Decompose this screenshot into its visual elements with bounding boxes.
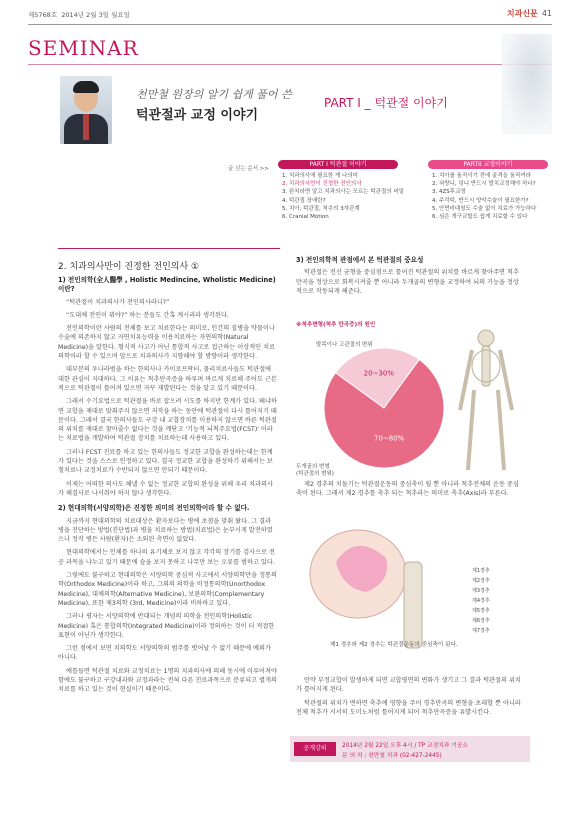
figure2-caption: 제1 경추와 제2 경추는 턱관절운동의 중심축이 된다. xyxy=(330,642,458,648)
subheading: 2) 현대의학(서양의학)은 진정한 의미의 전인의학이라 할 수 없다. xyxy=(58,504,250,513)
article-section-title: 2. 치과의사만이 진정한 전인의사 ① xyxy=(58,262,200,272)
pie-category-label: 발목이나 고관절의 변위 xyxy=(316,342,373,348)
paragraph: 만약 부정교합이 발생하게 되면 교합평면의 변화가 생기고 그 결과 턱관절의 위치가 틀어지게 된다. xyxy=(296,677,521,694)
lecture-time: 2014년 2월 22일 오후 4시 / TP 교정치과 기공소 xyxy=(342,743,469,749)
paragraph: 전인의학이란 사람의 전체를 보고 치료한다는 의미로, 인간의 질병을 약물이나 수술에 의존하지 않고 자연치유능력을 이용치료하는 자연의학(Natural Medicine)을 말한다. 형식적 사고가 아닌 통합적 사고로 접근하는 이상적인 치료의학이라 할 수 있으며 앞으로 치과의사가 지향해야 할 방향이라 생각한다. xyxy=(58,325,276,361)
section-rule xyxy=(28,64,552,65)
subheading: 3) 전인의학적 관점에서 본 턱관절의 중요성 xyxy=(296,256,424,264)
lecture-notice xyxy=(290,736,530,762)
pie-data-label: 70~80% xyxy=(373,434,405,443)
toc-item: 6. Cranial Motion xyxy=(282,214,329,221)
hero-tagline: 천만철 원장의 알기 쉽게 풀어 쓴 xyxy=(136,88,292,101)
article-right-column-3 xyxy=(296,676,522,721)
article-rule xyxy=(58,248,280,249)
hero xyxy=(28,74,552,154)
toc-part2-list xyxy=(432,172,548,221)
lecture-label: 공개강의 xyxy=(294,742,336,756)
pie-category-label: (턱관절의 변위) xyxy=(296,471,334,477)
paragraph: 이제는 어떠한 의사도 해낼 수 없는 정교한 교합의 완성을 위해 우리 치과의사가 해결사로 나서줘야 하지 않나 생각한다. xyxy=(58,480,273,497)
vertebra-label: 제4경추 xyxy=(472,598,490,604)
paragraph: 제2 경추의 치돌기는 턱관절운동의 중심축이 될 뿐 아니라 척추전체의 운동 중심축이 된다. 그래서 제2 경추를 축추 되는 척추라는 의미로 축추(Axis)라 부른다. xyxy=(296,481,519,498)
toc-item: 3. 4ZS후교정 xyxy=(432,189,466,196)
paragraph: 턱관절의 위치가 변하면 축추에 영향을 주어 경추만곡의 변형을 초래할 뿐 아니라 전체 척추가 서서히 도미노처럼 틀어지게 되어 척추만곡증을 유발시킨다. xyxy=(296,699,521,716)
paper-page: 치과신문 41 xyxy=(506,9,552,18)
toc-part2-title: PARTII 교정이야기 xyxy=(428,160,548,169)
toc-item: 5. 치아, 턱관절, 척추의 3자관계 xyxy=(282,205,360,212)
issue-date: 제5768호 2014년 2월 3일 월요일 xyxy=(28,11,130,19)
vertebra-label: 제1경추 xyxy=(472,568,490,574)
figure-spine-causes xyxy=(296,320,526,480)
toc-lead: 글 싣는 순서 >> xyxy=(228,166,270,172)
toc-item: 1. 치과의사에 필요한 게 나의미 xyxy=(282,173,358,179)
article-right-column-2 xyxy=(296,480,522,503)
paragraph: 그런 점에서 보면 치의학도 서양의학의 범주를 벗어날 수 없기 때문에 예외가 아니다. xyxy=(58,645,271,662)
paragraph: 대부분의 우나라범을 하는 한의사나 카이로프락터, 물리치료사들도 턱관절에 대한 관심이 지대하다. 그 이유는 척추만곡증을 하루며 바르게 치료해 주어도 근본적으로 턱관절이 틀어져 있으면 자꾸 재발된다는 것을 알고 있기 때문이다. xyxy=(58,366,277,392)
pie-category-label: 두개골의 변형 xyxy=(296,464,330,470)
vertebra-labels xyxy=(472,566,490,636)
toc-item: 1. 치아를 움직이기 전에 골격을 움직여라 xyxy=(432,173,531,179)
vertebra-label: 제6경추 xyxy=(472,618,490,624)
toc-item: 3. 완치라면 알고 치과의사는 모르는 턱관절의 비밀 xyxy=(282,189,404,196)
figure1-title: ※척추변형(척추 만곡증)의 원인 xyxy=(296,322,376,328)
paragraph: 그래서 수기요법으로 턱관절을 바로 잡으려 시도를 하지만 한계가 있다. 왜냐하면 교합을 제대로 맞춰주지 않으면 저작을 하는 동안에 턱관절이 다시 틀어지기 때문이다. 그래서 결국 한의사들도 구강 내 교합장치를 이용하지 않으면 바른 턱관절의 위치를 재대로 찾아줄수 없다는 것을 깨닫고 '기능적 뇌척주요법(FCST)' 이라는 치료법을 개발하여 턱관절 장치를 치료하는데 사용하고 있다. xyxy=(58,398,277,443)
article-right-column xyxy=(296,250,522,300)
paragraph: 예를들면 턱관절 치료와 교정치료는 1명의 치과의사에 의해 동시에 이루어져야함에도 불구하고 구강내과와 교정과라는 전혀 다른 진료과목으로 분류되고 별개의 치료를 하고 있는 것이 현실이기 때문이다. xyxy=(58,667,277,694)
toc-part1-title: PART I 턱관절 이야기 xyxy=(278,160,398,169)
vertebra-label: 제2경추 xyxy=(472,578,490,584)
toc-part1 xyxy=(278,160,404,221)
toc-item: 4. 주걱턱, 반드시 양악수술이 필요한가? xyxy=(432,197,529,204)
paragraph: 지금까지 현대의학의 치료대상은 환자보다는 병에 초점을 맞춰 왔다. 그 결과 병을 진단하는 방법(진단법)과 병을 치료하는 방법(치료법)은 눈부시게 발전하였으나 정작 병든 사람(환자)은 소외된 측면이 없었다. xyxy=(58,517,273,544)
toc-part1-list xyxy=(282,172,404,221)
author-photo xyxy=(60,76,112,144)
paragraph: “턱관절이 치과의사가 전인의사라니?” xyxy=(66,298,170,306)
paragraph: “도대체 전인이 뭐야?” 하는 분들도 간혹 계시리라 생각된다. xyxy=(66,311,229,319)
toc-item: 2. 치과의사만이 진정한 전인의사 xyxy=(282,181,362,188)
article-left-column xyxy=(58,270,278,699)
paragraph: 현대의학에서는 인체를 하나의 유기체로 보지 않고 각각의 장기를 검사으로 전공 과목을 나누고 있기 때문에 숲을 보지 못하고 나무만 보는 오류를 범하고 있다. xyxy=(58,549,275,566)
paragraph: 턱관절은 전신 균형을 중심점으로 틀어진 턱관절의 위치를 바르게 찾아주면 척추 만곡을 정상으로 회복시켜줄 뿐 아니라 두개골의 변형을 교정하여 뇌의 기능을 정상적으로 작동되게 해준다. xyxy=(296,269,519,295)
paragraph: 그렇에도 불구하고 현대의학은 서양의학 중심적 사고에서 서양의학만을 정통의학(Orthodox Medicine)이라 하고, 그외의 의학을 비정통의학(Unorthodox Medicine), 대체의학(Alternative Medicine), 보완의학(Complementary Medicine), 또한 제3의학 (3rd, Medicine)이라 비하하고 있다. xyxy=(58,572,278,607)
lecture-contact: 문 의 처 : 천만철 치과 (02-427-2445) xyxy=(342,753,442,759)
cervical-illustration xyxy=(296,522,526,652)
page-header xyxy=(28,8,552,22)
toc-item: 5. 안면비대칭도 수술 없이 치료가 가능하다 xyxy=(432,205,537,212)
part-title: PART I _ 턱관절 이야기 xyxy=(324,96,448,110)
paragraph: 그러나 평자는 서양의학에 반대되는 개념의 의학을 전인의학(Holistic Medicine) 혹은 통합의학(Integrated Medicine)이라 정의하는 것이 더 적절한 표현이 아닌가 생각한다. xyxy=(58,613,275,639)
pie-chart xyxy=(296,320,526,480)
toc-item: 4. 턱관절 장애란? xyxy=(282,197,326,204)
vertebra-label: 제7경추 xyxy=(472,628,490,634)
pie-data-label: 20~30% xyxy=(363,369,395,378)
xray-image xyxy=(502,34,552,134)
subheading: 1) 전인의학(全人醫學 , Holistic Medincine, Wholistic Medicine)이란? xyxy=(58,276,276,294)
skeleton-illustration xyxy=(460,330,512,470)
toc-item: 2. 혀랑니, 덧니 반드시 발치교정해야 하나? xyxy=(432,181,536,188)
toc-part2 xyxy=(428,160,548,221)
paragraph: 그러나 FCST 진료를 하고 있는 한의사들도 정교한 교합을 완성하는데는 한계가 있다는 것을 스스로 인정하고 있다. 결국 정교한 교합을 완성하기 위해서는 보철치료나 교정치료가 수반되지 않으면 안되기 때문이다. xyxy=(58,448,273,475)
table-of-contents xyxy=(228,160,548,230)
hero-title: 턱관절과 교정 이야기 xyxy=(136,108,259,123)
vertebra-label: 제3경추 xyxy=(472,588,490,594)
vertebra-label: 제5경추 xyxy=(472,608,490,614)
toc-item: 6. 심은 개구교합도 쉽게 치료할 수 있다 xyxy=(432,214,528,221)
section-label: SEMINAR xyxy=(28,36,139,60)
header-rule xyxy=(28,24,552,25)
figure-cervical xyxy=(296,522,526,662)
